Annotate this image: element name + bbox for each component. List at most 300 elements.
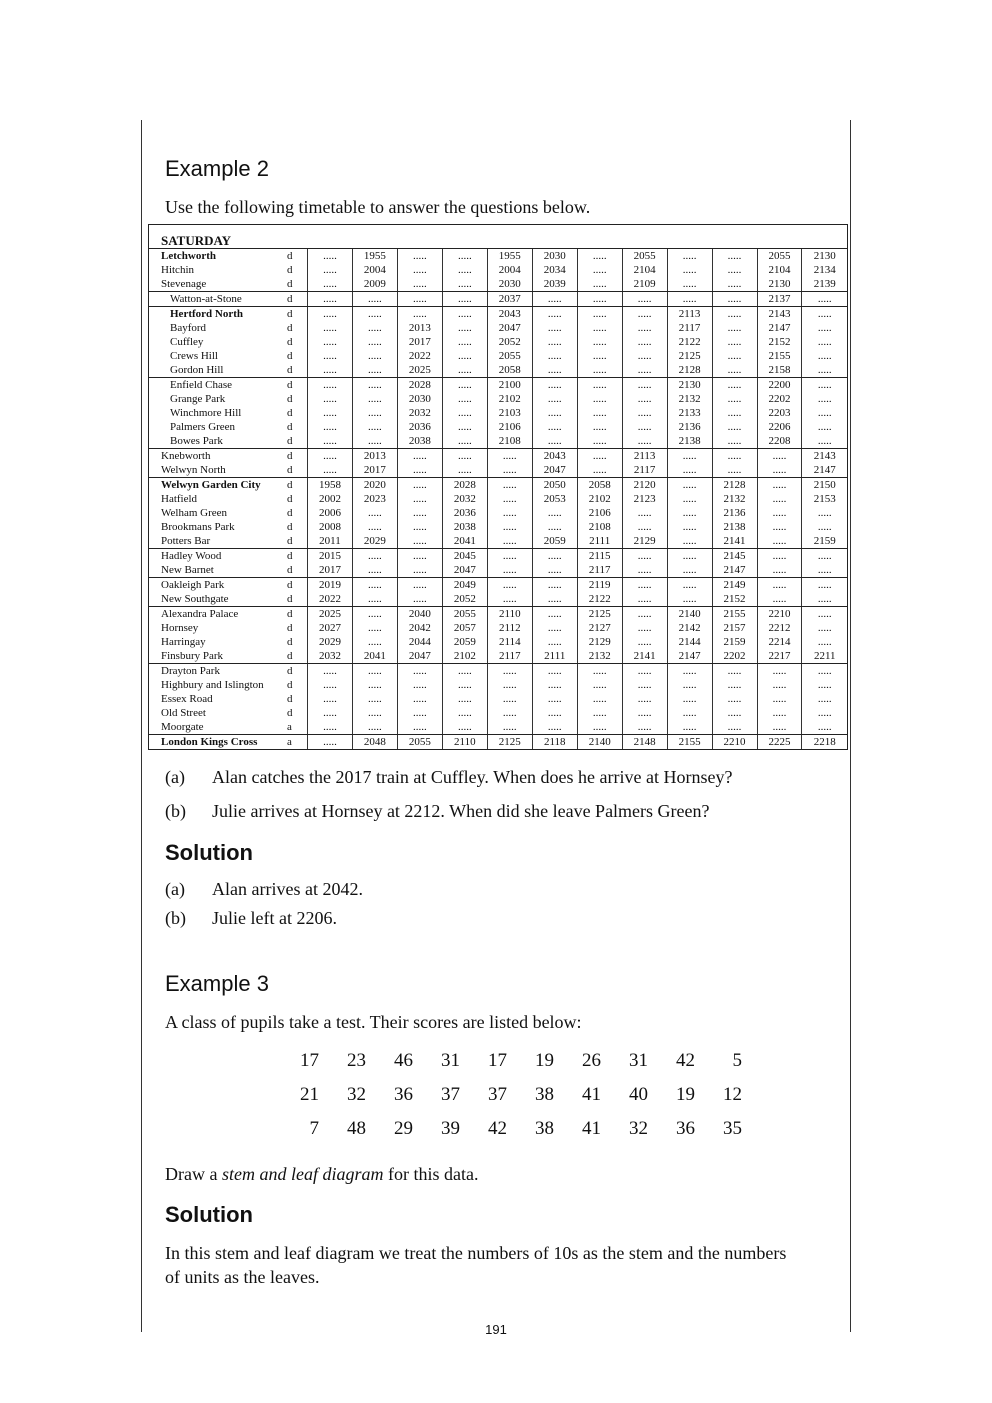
- time-cell: .....: [712, 292, 757, 307]
- time-cell: 2008: [308, 520, 353, 534]
- time-cell: .....: [532, 520, 577, 534]
- time-cell: .....: [487, 664, 532, 679]
- time-cell: .....: [352, 563, 397, 578]
- time-cell: .....: [308, 678, 353, 692]
- time-cell: 2210: [757, 607, 802, 622]
- time-cell: .....: [622, 506, 667, 520]
- time-cell: .....: [577, 720, 622, 735]
- arr-dep-flag: d: [287, 363, 308, 378]
- time-cell: .....: [622, 335, 667, 349]
- timetable-row: [149, 735, 847, 750]
- time-cell: 2132: [577, 649, 622, 664]
- time-cell: .....: [308, 307, 353, 322]
- time-cell: 2125: [667, 349, 712, 363]
- score-value: 17: [300, 1050, 319, 1071]
- time-cell: .....: [622, 563, 667, 578]
- time-cell: 2119: [577, 578, 622, 593]
- time-cell: .....: [667, 549, 712, 564]
- time-cell: .....: [308, 378, 353, 393]
- station-name: Stevenage: [149, 277, 287, 292]
- station-name: New Southgate: [149, 592, 287, 607]
- score-value: 7: [309, 1118, 319, 1139]
- time-cell: .....: [667, 692, 712, 706]
- time-cell: .....: [802, 520, 847, 534]
- time-cell: .....: [667, 520, 712, 534]
- time-cell: .....: [487, 720, 532, 735]
- time-cell: .....: [308, 277, 353, 292]
- time-cell: 2147: [712, 563, 757, 578]
- time-cell: .....: [532, 321, 577, 335]
- timetable-row: [149, 506, 847, 520]
- time-cell: 2136: [667, 420, 712, 434]
- time-cell: 2059: [532, 534, 577, 549]
- time-cell: 2059: [442, 635, 487, 649]
- time-cell: .....: [577, 307, 622, 322]
- time-cell: .....: [577, 678, 622, 692]
- timetable-row: [149, 635, 847, 649]
- time-cell: 2055: [757, 249, 802, 263]
- time-cell: 2057: [442, 621, 487, 635]
- arr-dep-flag: d: [287, 321, 293, 334]
- time-cell: .....: [532, 549, 577, 564]
- time-cell: 2113: [667, 307, 712, 322]
- time-cell: .....: [397, 277, 442, 292]
- time-cell: .....: [397, 592, 442, 607]
- time-cell: .....: [442, 406, 487, 420]
- time-cell: .....: [487, 492, 532, 506]
- time-cell: .....: [532, 420, 577, 434]
- score-value: 32: [629, 1118, 648, 1139]
- station-name: Finsbury Park: [149, 649, 287, 664]
- station-name: Welwyn North: [149, 463, 287, 478]
- timetable-row: [149, 664, 847, 679]
- time-cell: 2015: [308, 549, 353, 564]
- time-cell: .....: [577, 692, 622, 706]
- station-name: Highbury and Islington: [161, 678, 264, 691]
- time-cell: .....: [442, 392, 487, 406]
- time-cell: .....: [397, 263, 442, 277]
- time-cell: .....: [532, 678, 577, 692]
- time-cell: .....: [667, 578, 712, 593]
- time-cell: 2122: [667, 335, 712, 349]
- time-cell: .....: [622, 307, 667, 322]
- time-cell: .....: [442, 678, 487, 692]
- station-name: Letchworth: [161, 249, 216, 262]
- time-cell: .....: [757, 463, 802, 478]
- time-cell: 2041: [352, 649, 397, 664]
- time-cell: .....: [352, 321, 397, 335]
- arr-dep-flag: d: [287, 563, 308, 578]
- time-cell: .....: [622, 378, 667, 393]
- arr-dep-flag: d: [287, 249, 293, 262]
- time-cell: .....: [532, 706, 577, 720]
- time-cell: .....: [532, 607, 577, 622]
- time-cell: 2103: [487, 406, 532, 420]
- time-cell: 2027: [308, 621, 353, 635]
- timetable-row: [149, 478, 847, 493]
- timetable-row: [149, 349, 847, 363]
- time-cell: 2125: [487, 735, 532, 750]
- station-name: Hornsey: [161, 621, 199, 634]
- arr-dep-flag: d: [287, 549, 293, 562]
- time-cell: 2042: [397, 621, 442, 635]
- score-value: 19: [676, 1084, 695, 1105]
- time-cell: .....: [308, 406, 353, 420]
- timetable: [148, 224, 848, 750]
- timetable-row: [149, 492, 847, 506]
- time-cell: .....: [712, 363, 757, 378]
- time-cell: .....: [308, 321, 353, 335]
- arr-dep-flag: a: [287, 720, 308, 735]
- time-cell: 2036: [442, 506, 487, 520]
- time-cell: .....: [487, 563, 532, 578]
- time-cell: 2020: [352, 478, 397, 493]
- time-cell: 2158: [757, 363, 802, 378]
- time-cell: .....: [577, 349, 622, 363]
- timetable-row: [149, 363, 847, 378]
- time-cell: .....: [622, 578, 667, 593]
- time-cell: 2013: [397, 321, 442, 335]
- time-cell: 2055: [487, 349, 532, 363]
- time-cell: .....: [667, 678, 712, 692]
- time-cell: 2055: [442, 607, 487, 622]
- time-cell: 2036: [397, 420, 442, 434]
- time-cell: 2028: [442, 478, 487, 493]
- time-cell: .....: [622, 349, 667, 363]
- time-cell: 2030: [532, 249, 577, 263]
- time-cell: 2138: [667, 434, 712, 449]
- time-cell: .....: [532, 307, 577, 322]
- time-cell: .....: [442, 420, 487, 434]
- timetable-row: [149, 392, 847, 406]
- time-cell: .....: [802, 578, 847, 593]
- time-cell: .....: [397, 520, 442, 534]
- margin-line-right: [850, 120, 851, 1332]
- station-name: Watton-at-Stone: [149, 292, 287, 307]
- time-cell: 2142: [667, 621, 712, 635]
- time-cell: .....: [757, 692, 802, 706]
- score-value: 26: [582, 1050, 601, 1071]
- arr-dep-flag: d: [287, 463, 308, 478]
- time-cell: .....: [712, 263, 757, 277]
- timetable-row: [149, 520, 847, 534]
- time-cell: .....: [352, 349, 397, 363]
- station-name: Oakleigh Park: [161, 578, 225, 591]
- time-cell: .....: [712, 406, 757, 420]
- arr-dep-flag: d: [287, 649, 308, 664]
- time-cell: 2136: [712, 506, 757, 520]
- time-cell: .....: [352, 406, 397, 420]
- time-cell: .....: [757, 563, 802, 578]
- time-cell: .....: [352, 363, 397, 378]
- time-cell: .....: [622, 292, 667, 307]
- time-cell: 2212: [757, 621, 802, 635]
- time-cell: 2023: [352, 492, 397, 506]
- time-cell: .....: [802, 607, 847, 622]
- time-cell: .....: [622, 664, 667, 679]
- time-cell: .....: [802, 363, 847, 378]
- timetable-row: [149, 692, 847, 706]
- score-value: 17: [488, 1050, 507, 1071]
- time-cell: 2022: [397, 349, 442, 363]
- time-cell: 2030: [397, 392, 442, 406]
- time-cell: .....: [577, 277, 622, 292]
- time-cell: 2011: [308, 534, 353, 549]
- score-value: 41: [582, 1118, 601, 1139]
- time-cell: .....: [667, 478, 712, 493]
- time-cell: 2130: [667, 378, 712, 393]
- time-cell: .....: [802, 434, 847, 449]
- time-cell: .....: [442, 449, 487, 464]
- score-value: 37: [488, 1084, 507, 1105]
- station-name: London Kings Cross: [161, 735, 258, 748]
- score-value: 39: [441, 1118, 460, 1139]
- time-cell: .....: [577, 434, 622, 449]
- time-cell: .....: [532, 406, 577, 420]
- arr-dep-flag: d: [287, 420, 293, 433]
- time-cell: 2052: [442, 592, 487, 607]
- time-cell: 2102: [442, 649, 487, 664]
- time-cell: .....: [577, 664, 622, 679]
- arr-dep-flag: d: [287, 392, 293, 405]
- time-cell: 2128: [712, 478, 757, 493]
- time-cell: .....: [802, 335, 847, 349]
- time-cell: .....: [757, 478, 802, 493]
- time-cell: 2044: [397, 635, 442, 649]
- timetable-row: [149, 434, 847, 449]
- time-cell: .....: [532, 363, 577, 378]
- score-value: 29: [394, 1118, 413, 1139]
- time-cell: 2058: [577, 478, 622, 493]
- time-cell: 2218: [802, 735, 847, 750]
- station-name: Knebworth: [161, 449, 211, 462]
- time-cell: .....: [532, 434, 577, 449]
- time-cell: .....: [397, 492, 442, 506]
- time-cell: 2134: [802, 263, 847, 277]
- timetable-row: [149, 549, 847, 564]
- score-value: 42: [676, 1050, 695, 1071]
- time-cell: .....: [667, 706, 712, 720]
- time-cell: 2155: [667, 735, 712, 750]
- score-value: 31: [441, 1050, 460, 1071]
- time-cell: .....: [802, 406, 847, 420]
- time-cell: .....: [442, 335, 487, 349]
- arr-dep-flag: d: [287, 635, 293, 648]
- time-cell: .....: [308, 263, 353, 277]
- station-name: Winchmore Hill: [170, 406, 242, 419]
- time-cell: .....: [352, 621, 397, 635]
- arr-dep-flag: d: [287, 277, 308, 292]
- timetable-row: [149, 706, 847, 720]
- time-cell: .....: [442, 720, 487, 735]
- time-cell: .....: [712, 378, 757, 393]
- arr-dep-flag: d: [287, 621, 293, 634]
- time-cell: .....: [712, 449, 757, 464]
- time-cell: .....: [442, 263, 487, 277]
- timetable-row: [149, 249, 847, 263]
- time-cell: .....: [802, 307, 847, 322]
- time-cell: 2110: [442, 735, 487, 750]
- time-cell: .....: [757, 578, 802, 593]
- time-cell: .....: [397, 692, 442, 706]
- station-name: Crews Hill: [170, 349, 218, 362]
- time-cell: .....: [622, 607, 667, 622]
- time-cell: .....: [622, 635, 667, 649]
- score-value: 12: [723, 1084, 742, 1105]
- time-cell: 2025: [397, 363, 442, 378]
- time-cell: 2040: [397, 607, 442, 622]
- time-cell: .....: [397, 578, 442, 593]
- time-cell: 2039: [532, 277, 577, 292]
- time-cell: .....: [442, 664, 487, 679]
- arr-dep-flag: d: [287, 335, 293, 348]
- time-cell: 2211: [802, 649, 847, 664]
- time-cell: 2139: [802, 277, 847, 292]
- time-cell: .....: [577, 249, 622, 263]
- time-cell: .....: [397, 506, 442, 520]
- time-cell: .....: [712, 349, 757, 363]
- time-cell: .....: [712, 307, 757, 322]
- time-cell: .....: [532, 378, 577, 393]
- time-cell: 2115: [577, 549, 622, 564]
- time-cell: 2052: [487, 335, 532, 349]
- time-cell: .....: [802, 292, 847, 307]
- example2-heading: Example 2: [165, 156, 269, 181]
- time-cell: 2108: [577, 520, 622, 534]
- time-cell: .....: [712, 420, 757, 434]
- time-cell: 2106: [487, 420, 532, 434]
- arr-dep-flag: d: [287, 492, 293, 505]
- question-a: (a) Alan catches the 2017 train at Cuffley. When does he arrive at Hornsey?: [165, 767, 733, 787]
- time-cell: .....: [442, 434, 487, 449]
- time-cell: 2141: [622, 649, 667, 664]
- time-cell: 2125: [577, 607, 622, 622]
- time-cell: .....: [352, 664, 397, 679]
- time-cell: 2147: [667, 649, 712, 664]
- station-name: Palmers Green: [170, 420, 236, 433]
- arr-dep-flag: d: [287, 534, 308, 549]
- example3-intro: A class of pupils take a test. Their scores are listed below:: [165, 1012, 582, 1032]
- time-cell: .....: [442, 307, 487, 322]
- time-cell: .....: [352, 392, 397, 406]
- time-cell: .....: [308, 349, 353, 363]
- time-cell: 2150: [802, 478, 847, 493]
- station-name: Bowes Park: [149, 434, 287, 449]
- score-value: 48: [347, 1118, 366, 1139]
- time-cell: 2225: [757, 735, 802, 750]
- time-cell: .....: [352, 307, 397, 322]
- page-number: 191: [485, 1322, 507, 1337]
- station-name: Moorgate: [149, 720, 287, 735]
- time-cell: 2108: [487, 434, 532, 449]
- answer-b: (b) Julie left at 2206.: [165, 908, 337, 928]
- time-cell: 2043: [487, 307, 532, 322]
- time-cell: .....: [532, 664, 577, 679]
- time-cell: .....: [308, 249, 353, 263]
- score-value: 38: [535, 1118, 554, 1139]
- time-cell: .....: [622, 520, 667, 534]
- arr-dep-flag: d: [287, 449, 293, 462]
- time-cell: 2113: [622, 449, 667, 464]
- time-cell: .....: [712, 463, 757, 478]
- time-cell: 2034: [532, 263, 577, 277]
- time-cell: .....: [802, 720, 847, 735]
- time-cell: 2117: [667, 321, 712, 335]
- time-cell: .....: [397, 720, 442, 735]
- time-cell: .....: [622, 592, 667, 607]
- arr-dep-flag: d: [287, 607, 293, 620]
- station-name: Cuffley: [170, 335, 204, 348]
- time-cell: .....: [487, 706, 532, 720]
- time-cell: 2111: [577, 534, 622, 549]
- time-cell: .....: [352, 635, 397, 649]
- station-name: Hitchin: [161, 263, 194, 276]
- time-cell: .....: [622, 321, 667, 335]
- scores-row: [272, 1084, 742, 1118]
- time-cell: .....: [308, 720, 353, 735]
- solution-heading-1: Solution: [165, 840, 253, 865]
- time-cell: 2155: [712, 607, 757, 622]
- timetable-row: [149, 720, 847, 735]
- time-cell: .....: [532, 506, 577, 520]
- arr-dep-flag: d: [287, 434, 308, 449]
- timetable-row: [149, 292, 847, 307]
- time-cell: 2029: [352, 534, 397, 549]
- arr-dep-flag: d: [287, 506, 293, 519]
- time-cell: .....: [352, 335, 397, 349]
- time-cell: .....: [397, 463, 442, 478]
- time-cell: .....: [532, 563, 577, 578]
- time-cell: 1955: [487, 249, 532, 263]
- time-cell: .....: [667, 534, 712, 549]
- time-cell: 2049: [442, 578, 487, 593]
- time-cell: 2130: [802, 249, 847, 263]
- time-cell: .....: [308, 434, 353, 449]
- time-cell: .....: [442, 349, 487, 363]
- time-cell: 2043: [532, 449, 577, 464]
- station-name: Potters Bar: [149, 534, 287, 549]
- time-cell: .....: [308, 292, 353, 307]
- time-cell: .....: [667, 249, 712, 263]
- time-cell: 2118: [532, 735, 577, 750]
- time-cell: .....: [442, 277, 487, 292]
- time-cell: .....: [352, 706, 397, 720]
- time-cell: 2017: [352, 463, 397, 478]
- time-cell: .....: [712, 335, 757, 349]
- time-cell: .....: [802, 678, 847, 692]
- time-cell: .....: [712, 249, 757, 263]
- time-cell: .....: [487, 478, 532, 493]
- arr-dep-flag: d: [287, 678, 293, 691]
- time-cell: .....: [487, 692, 532, 706]
- time-cell: .....: [712, 664, 757, 679]
- timetable-row: [149, 649, 847, 664]
- time-cell: .....: [802, 592, 847, 607]
- time-cell: .....: [308, 664, 353, 679]
- time-cell: .....: [352, 692, 397, 706]
- time-cell: .....: [487, 578, 532, 593]
- answer-a: (a) Alan arrives at 2042.: [165, 879, 363, 899]
- time-cell: 2129: [622, 534, 667, 549]
- timetable-row: [149, 463, 847, 478]
- arr-dep-flag: a: [287, 735, 292, 748]
- time-cell: .....: [622, 549, 667, 564]
- scores-grid: [272, 1050, 742, 1152]
- time-cell: 2149: [712, 578, 757, 593]
- time-cell: .....: [308, 420, 353, 434]
- timetable-row: [149, 607, 847, 622]
- station-name: Harringay: [161, 635, 206, 648]
